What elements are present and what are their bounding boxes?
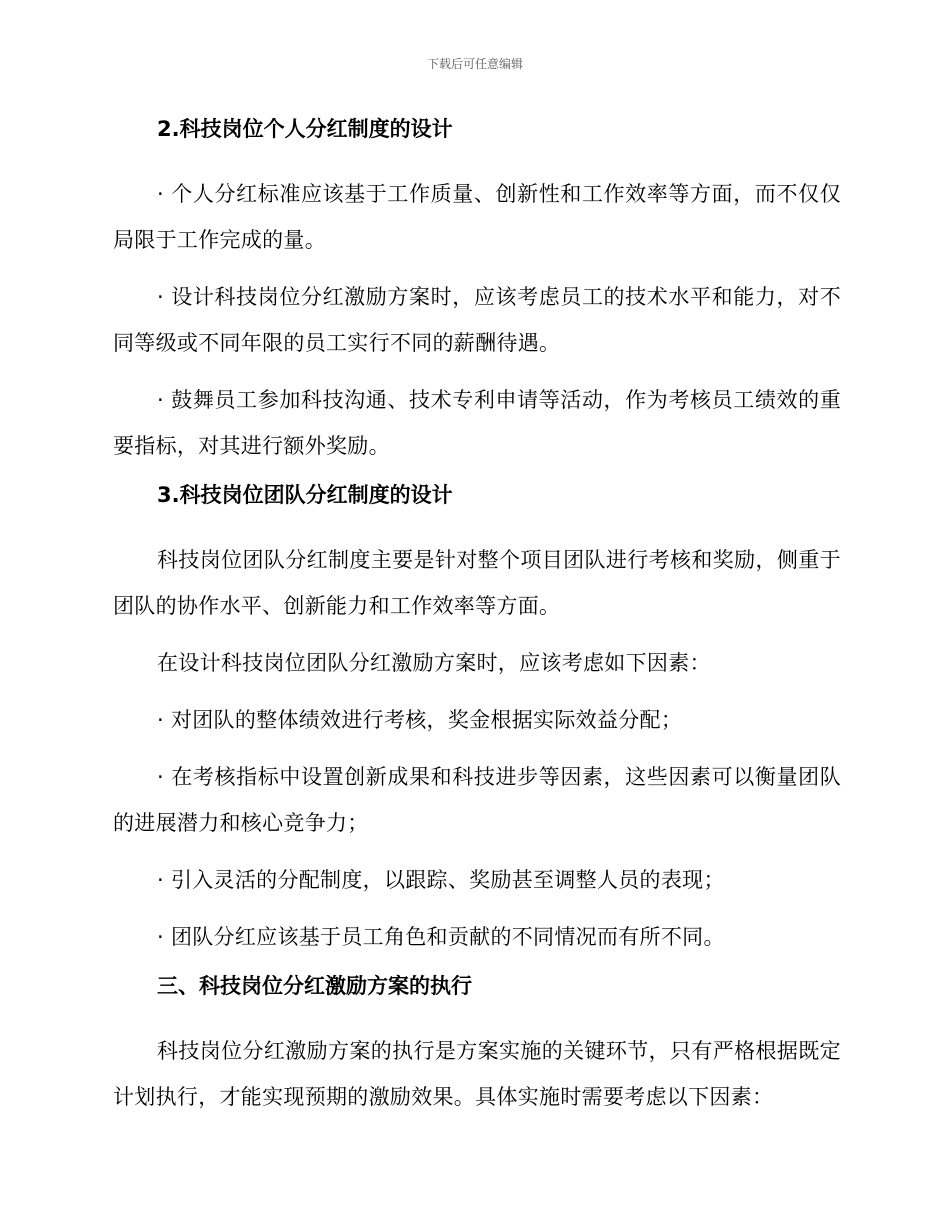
section-heading-execution: 三、科技岗位分红激励方案的执行 bbox=[157, 974, 472, 998]
section-heading-team-dividend: 3.科技岗位团队分红制度的设计 bbox=[157, 483, 453, 507]
paragraph-bullet: · 对团队的整体绩效进行考核，奖金根据实际效益分配； bbox=[157, 708, 683, 732]
paragraph: 在设计科技岗位团队分红激励方案时，应该考虑如下因素： bbox=[157, 651, 711, 675]
document-body bbox=[113, 114, 841, 1131]
section-heading-personal-dividend: 2.科技岗位个人分红制度的设计 bbox=[157, 117, 453, 141]
paragraph-bullet: · 团队分红应该基于员工角色和贡献的不同情况而有所不同。 bbox=[157, 925, 725, 949]
paragraph-bullet: · 引入灵活的分配制度，以跟踪、奖励甚至调整人员的表现； bbox=[157, 868, 725, 892]
paragraph-bullet: · 设计科技岗位分红激励方案时，应该考虑员工的技术水平和能力，对不同等级或不同年限的员工实行不同的薪酬待遇。 bbox=[113, 285, 841, 355]
paragraph: 科技岗位分红激励方案的执行是方案实施的关键环节，只有严格根据既定计划执行，才能实现预期的激励效果。具体实施时需要考虑以下因素： bbox=[113, 1039, 841, 1109]
paragraph-bullet: · 鼓舞员工参加科技沟通、技术专利申请等活动，作为考核员工绩效的重要指标，对其进行额外奖励。 bbox=[113, 388, 841, 458]
header-note: 下载后可任意编辑 bbox=[426, 57, 523, 71]
paragraph-bullet: · 个人分红标准应该基于工作质量、创新性和工作效率等方面，而不仅仅局限于工作完成的量。 bbox=[113, 182, 841, 252]
paragraph-bullet: · 在考核指标中设置创新成果和科技进步等因素，这些因素可以衡量团队的进展潜力和核心竞争力； bbox=[113, 765, 841, 835]
paragraph: 科技岗位团队分红制度主要是针对整个项目团队进行考核和奖励，侧重于团队的协作水平、创新能力和工作效率等方面。 bbox=[113, 548, 841, 618]
